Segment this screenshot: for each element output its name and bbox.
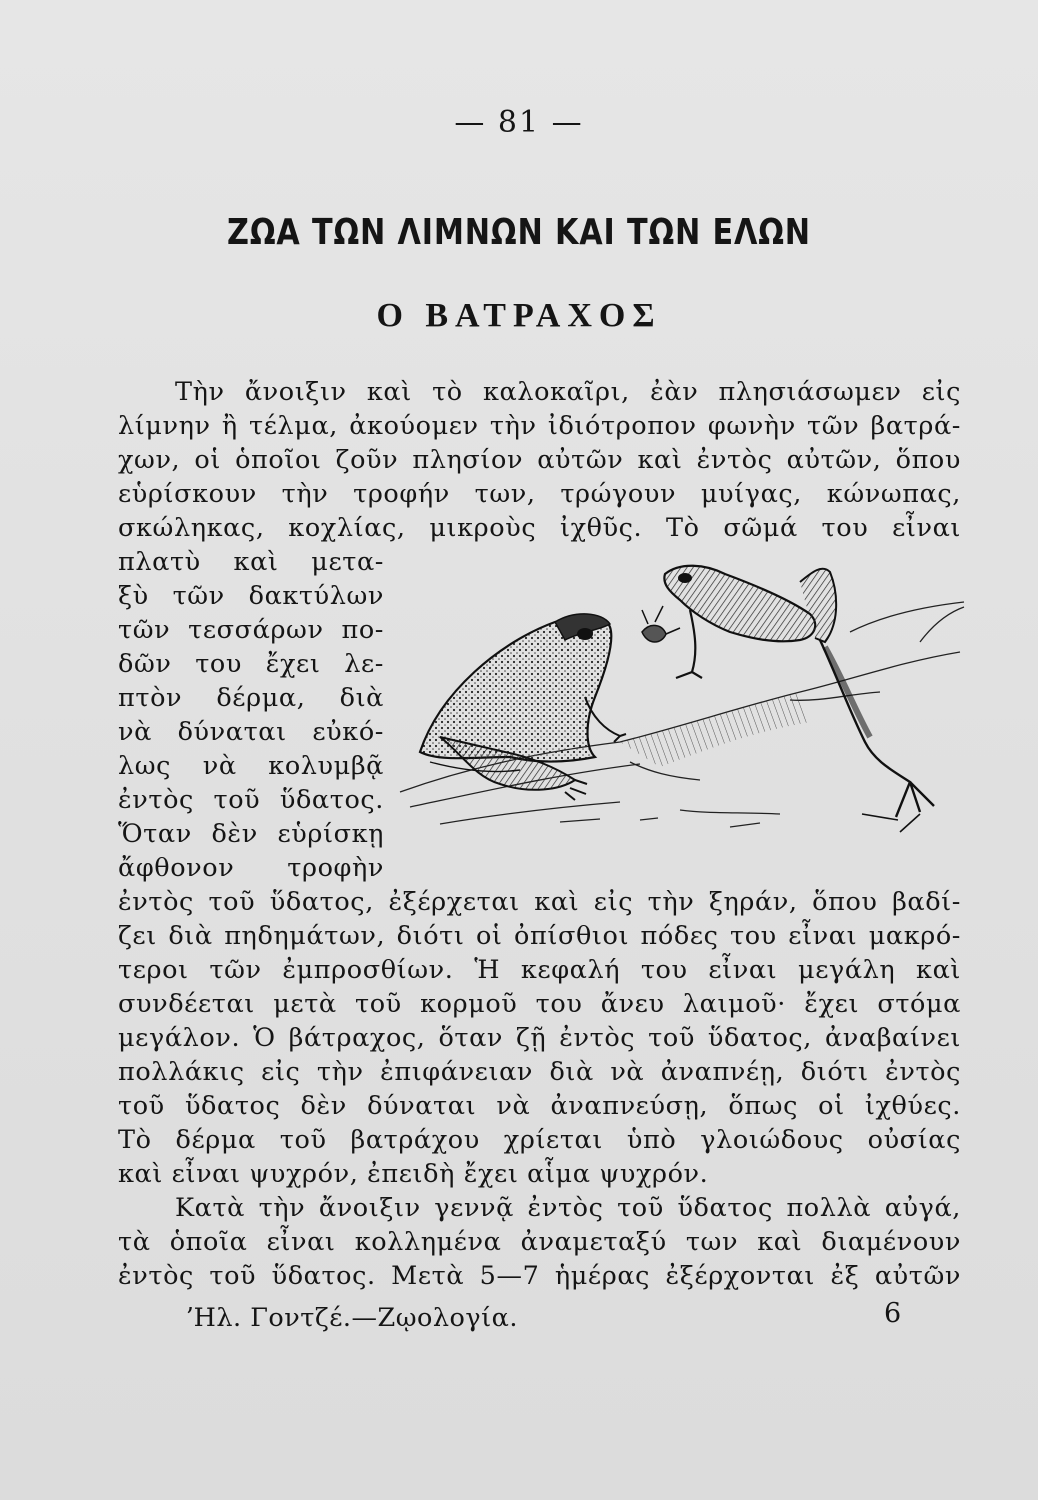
text-line: ξὺ τῶν δακτύλων (118, 581, 384, 611)
signature-mark: 6 (884, 1298, 902, 1329)
text-line: πλατὺ καὶ μετα- (118, 547, 384, 577)
text-line: τοῦ ὕδατος δὲν δύναται νὰ ἀναπνεύσῃ, ὅπως οἱ ἰχθύες. (118, 1091, 961, 1121)
text-line: πολλάκις εἰς τὴν ἐπιφάνειαν διὰ νὰ ἀναπνέῃ, διότι ἐντὸς (118, 1057, 961, 1087)
frogs-illustration (380, 552, 965, 850)
text-line: πτὸν δέρμα, διὰ (118, 683, 384, 713)
text-line: Κατὰ τὴν ἄνοιξιν γεννᾷ ἐντὸς τοῦ ὕδατος πολλὰ αὐγά, (175, 1193, 961, 1223)
book-footer-title: ʼΗλ. Γοντζέ.—Ζῳολογία. (185, 1303, 518, 1333)
text-line: τὰ ὁποῖα εἶναι κολλημένα ἀναμεταξύ των καὶ διαμένουν (118, 1227, 961, 1257)
sitting-frog (420, 614, 626, 800)
text-line: ἐντὸς τοῦ ὕδατος. (118, 785, 384, 815)
text-line: μεγάλον. Ὁ βάτραχος, ὅταν ζῇ ἐντὸς τοῦ ὕδατος, ἀναβαίνει (118, 1023, 961, 1053)
text-line: Τὴν ἄνοιξιν καὶ τὸ καλοκαῖρι, ἐὰν πλησιάσωμεν εἰς (175, 377, 961, 407)
text-line: καὶ εἶναι ψυχρόν, ἐπειδὴ ἔχει αἷμα ψυχρόν. (118, 1159, 709, 1189)
text-line: τεροι τῶν ἐμπροσθίων. Ἡ κεφαλή του εἶναι μεγάλη καὶ (118, 955, 961, 985)
page-number: — 81 — (454, 105, 584, 140)
text-line: ζει διὰ πηδημάτων, διότι οἱ ὀπίσθιοι πόδες του εἶναι μακρό- (118, 921, 961, 951)
text-line: χων, οἱ ὁποῖοι ζοῦν πλησίον αὐτῶν καὶ ἐντὸς αὐτῶν, ὅπου (118, 445, 961, 475)
text-line: ἄφθονον τροφὴν (118, 853, 384, 883)
text-line: νὰ δύναται εὐκό- (118, 717, 384, 747)
section-title: ΖΩΑ ΤΩΝ ΛΙΜΝΩΝ ΚΑΙ ΤΩΝ ΕΛΩΝ (227, 212, 811, 253)
text-line: Ὅταν δὲν εὑρίσκῃ (118, 819, 384, 849)
text-line: εὑρίσκουν τὴν τροφήν των, τρώγουν μυίγας, κώνωπας, (118, 479, 961, 509)
text-line: δῶν του ἔχει λε- (118, 649, 384, 679)
chapter-title: Ο ΒΑΤΡΑΧΟΣ (376, 297, 662, 334)
insect (642, 606, 680, 642)
text-line: λως νὰ κολυμβᾷ (118, 751, 384, 781)
text-line: λίμνην ἢ τέλμα, ἀκούομεν τὴν ἰδιότροπον φωνὴν τῶν βατρά- (118, 411, 961, 441)
text-line: τῶν τεσσάρων πο- (118, 615, 384, 645)
text-line: ἐντὸς τοῦ ὕδατος, ἐξέρχεται καὶ εἰς τὴν ξηράν, ὅπου βαδί- (118, 887, 961, 917)
text-line: σκώληκας, κοχλίας, μικροὺς ἰχθῦς. Τὸ σῶμά του εἶναι (118, 513, 961, 543)
ground-shading (620, 692, 810, 767)
text-line: συνδέεται μετὰ τοῦ κορμοῦ του ἄνευ λαιμοῦ· ἔχει στόμα (118, 989, 961, 1019)
text-line: Τὸ δέρμα τοῦ βατράχου χρίεται ὑπὸ γλοιώδους οὐσίας (118, 1125, 961, 1155)
text-line: ἐντὸς τοῦ ὕδατος. Μετὰ 5—7 ἡμέρας ἐξέρχονται ἐξ αὐτῶν (118, 1261, 961, 1291)
